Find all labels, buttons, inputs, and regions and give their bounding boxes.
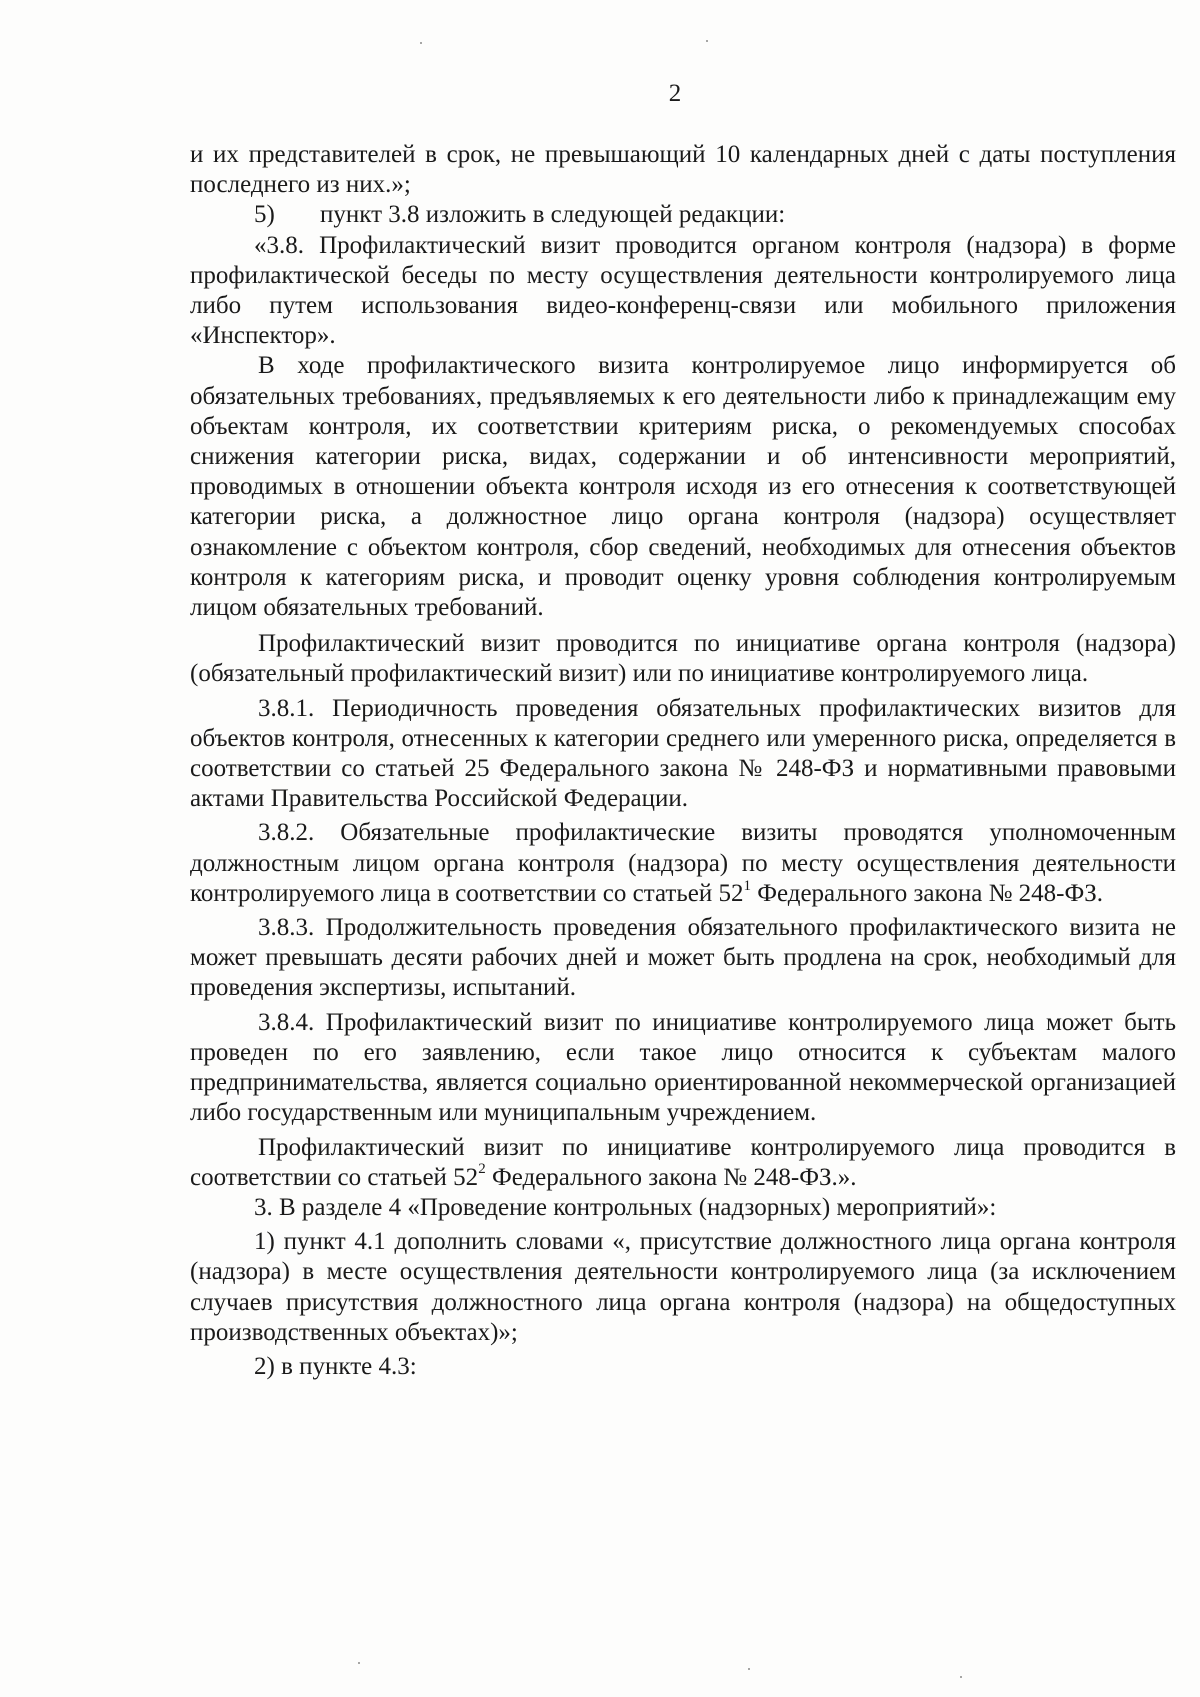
paragraph-initiative-visit-law: Федерального закона № 248-ФЗ.».: [491, 1163, 857, 1191]
page-number: 2: [668, 80, 682, 107]
list-item-5: [190, 200, 1176, 230]
paragraph-3-8-3: 3.8.3. Продолжительность проведения обязательного профилактического визита не может превышать десяти рабочих дней и может быть продлена на срок, необходимый для проведения экспертизы, испытаний.: [190, 914, 1176, 1002]
scan-speck: [358, 1662, 360, 1664]
list-item-number: 5): [254, 201, 275, 229]
scan-speck: [960, 1676, 962, 1678]
paragraph-visit-info: В ходе профилактического визита контролируемое лицо информируется об обязательных требованиях, предъявляемых к его деятельности либо к принадлежащим ему объектам контроля, их соответствии критериям риска, о рекомендуемых способах снижения категории риска, видах, содержании и об интенсивности мероприятий, проводимых в отношении объекта контроля исходя из его отнесения к соответствующей категории риска, а должностное лицо органа контроля (надзора) осуществляет ознакомление с объектом контроля, сбор сведений, необходимых для отнесения объектов контроля к категориям риска, и проводит оценку уровня соблюдения контролируемым лицом обязательных требований.: [190, 352, 1176, 622]
superscript-2: 2: [478, 1161, 486, 1178]
paragraph-3-8-4: 3.8.4. Профилактический визит по инициативе контролируемого лица может быть проведен по его заявлению, если такое лицо относится к субъектам малого предпринимательства, является социально ориентированной некоммерческой организацией либо государственным или муниципальным учреждением.: [190, 1008, 1176, 1127]
paragraph-3-8-2-law: Федерального закона № 248-ФЗ.: [757, 879, 1104, 907]
document-body: [190, 140, 1176, 1382]
paragraph-initiative-visit: [190, 1133, 1176, 1193]
superscript-1: 1: [743, 877, 751, 894]
paragraph-3-8-2-text: 3.8.2. Обязательные профилактические визиты проводятся уполномоченным должностным лицом органа контроля (надзора) по месту осуществления деятельности контролируемого лица в соответствии со статьей 52: [190, 819, 1176, 907]
list-item-text: пункт 3.8 изложить в следующей редакции:: [320, 201, 786, 229]
paragraph-point-4-3: 2) в пункте 4.3:: [254, 1352, 417, 1380]
scan-speck: [420, 42, 422, 44]
paragraph-continuation: и их представителей в срок, не превышающий 10 календарных дней с даты поступления последнего из них.»;: [190, 141, 1176, 199]
paragraph-3-8-1: 3.8.1. Периодичность проведения обязательных профилактических визитов для объектов контроля, отнесенных к категории среднего или умеренного риска, определяется в соответствии со статьей 25 Федерального закона № 248-ФЗ и нормативными правовыми актами Правительства Российской Федерации.: [190, 694, 1176, 813]
paragraph-point-4-1: 1) пункт 4.1 дополнить словами «, присутствие должностного лица органа контроля (надзора) в месте осуществления деятельности контролируемого лица (за исключением случаев присутствия должностного лица органа контроля (надзора) на общедоступных производственных объектах)»;: [190, 1228, 1176, 1346]
scan-speck: [706, 40, 708, 42]
paragraph-3-8-2: [190, 818, 1176, 909]
paragraph-initiative-visit-text: Профилактический визит по инициативе контролируемого лица проводится в соответствии со статьей 52: [190, 1133, 1176, 1191]
paragraph-3-8: «3.8. Профилактический визит проводится органом контроля (надзора) в форме профилактической беседы по месту осуществления деятельности контролируемого лица либо путем использования видео-конференц-связи или мобильного приложения «Инспектор».: [190, 231, 1176, 350]
scan-speck: [748, 1668, 750, 1670]
paragraph-section-4: 3. В разделе 4 «Проведение контрольных (надзорных) мероприятий»:: [254, 1193, 997, 1221]
paragraph-visit-initiative: Профилактический визит проводится по инициативе органа контроля (надзора) (обязательный профилактический визит) или по инициативе контролируемого лица.: [190, 630, 1176, 688]
